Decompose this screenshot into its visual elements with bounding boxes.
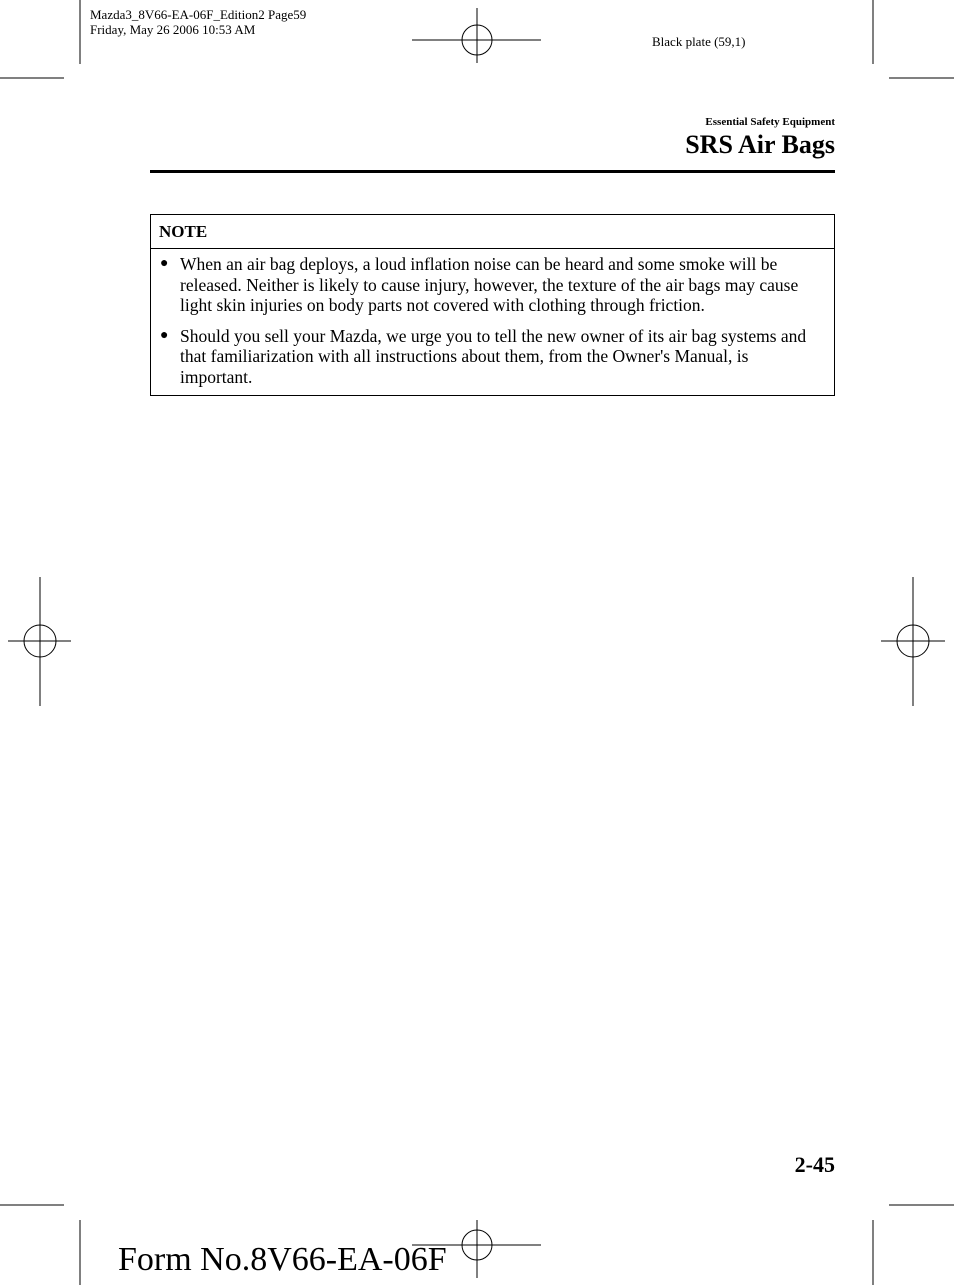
registration-mark-right-icon xyxy=(881,577,945,706)
note-item-text: When an air bag deploys, a loud inflation noise can be heard and some smoke will be released. Neither is likely to cause injury, however, the texture of the air bags may cause light skin injuries on body parts not covered with clothing through friction. xyxy=(180,254,799,315)
page-number: 2-45 xyxy=(794,1152,835,1177)
section-name: Essential Safety Equipment xyxy=(705,116,835,128)
printer-slug-line1: Mazda3_8V66-EA-06F_Edition2 Page59 xyxy=(90,7,307,22)
note-item-text: Should you sell your Mazda, we urge you to tell the new owner of its air bag systems and that familiarization with all instructions about them, from the Owner's Manual, is important. xyxy=(180,325,807,387)
page-title: SRS Air Bags xyxy=(685,130,835,159)
plate-label: Black plate (59,1) xyxy=(652,34,746,49)
note-heading: NOTE xyxy=(151,215,834,249)
bullet-icon: ● xyxy=(160,256,169,271)
registration-mark-left-icon xyxy=(8,577,71,706)
registration-mark-top-icon xyxy=(412,8,541,63)
bullet-icon: ● xyxy=(160,327,169,343)
form-number: Form No.8V66-EA-06F xyxy=(118,1241,447,1278)
registration-mark-bottom-icon xyxy=(412,1220,541,1278)
printer-slug-line2: Friday, May 26 2006 10:53 AM xyxy=(90,22,256,37)
